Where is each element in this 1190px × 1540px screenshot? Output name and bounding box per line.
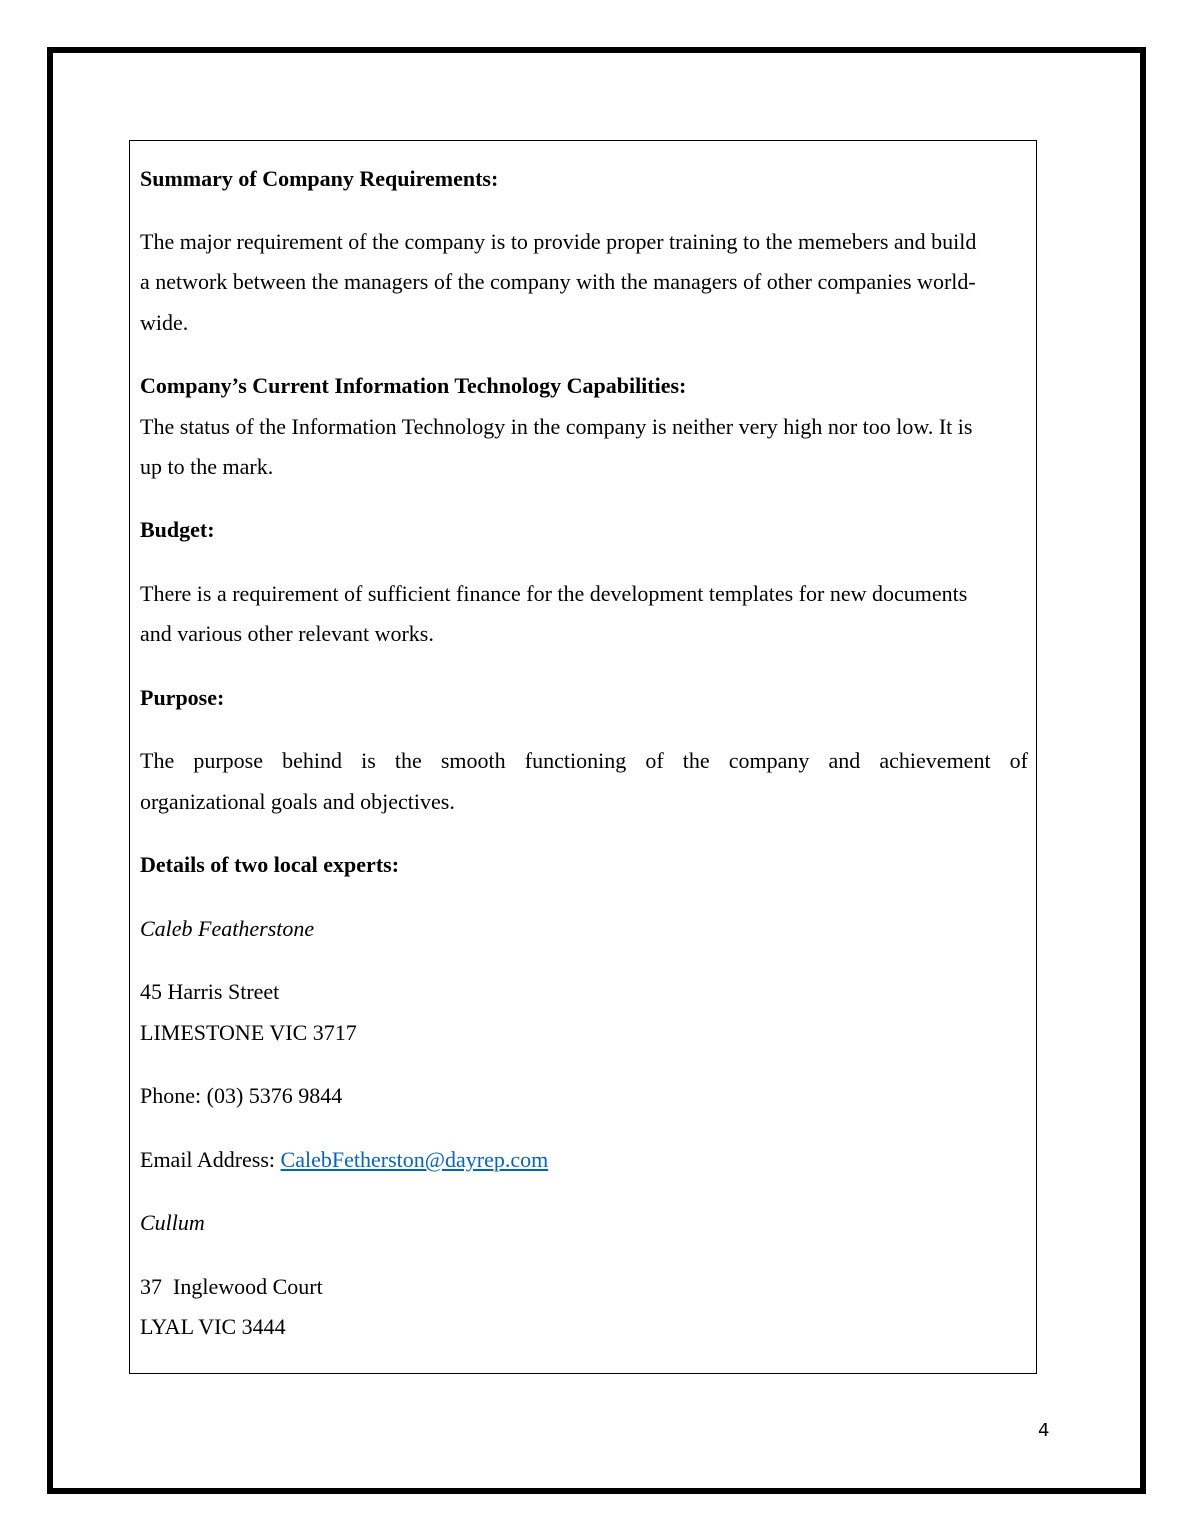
expert2-address-line-2: LYAL VIC 3444 [140, 1314, 286, 1339]
expert1-email-label: Email Address: [140, 1147, 281, 1172]
budget-line-1: There is a requirement of sufficient finance for the development templates for new documents [140, 581, 968, 606]
expert2-address-line-1: 37 Inglewood Court [140, 1274, 323, 1299]
purpose-line-2: organizational goals and objectives. [140, 789, 455, 814]
budget-line-2: and various other relevant works. [140, 621, 434, 646]
it-capabilities-line-2: up to the mark. [140, 454, 274, 479]
expert1-address-line-1: 45 Harris Street [140, 979, 280, 1004]
expert1-address-line-2: LIMESTONE VIC 3717 [140, 1020, 357, 1045]
budget-heading: Budget: [140, 517, 215, 542]
expert2-name: Cullum [140, 1210, 205, 1235]
expert1-email-row [140, 1147, 1028, 1173]
experts-heading: Details of two local experts: [140, 852, 400, 877]
summary-heading: Summary of Company Requirements: [140, 166, 499, 191]
expert1-phone: Phone: (03) 5376 9844 [140, 1083, 343, 1108]
expert1-email-link[interactable]: CalebFetherston@dayrep.com [280, 1147, 549, 1172]
summary-line-2: a network between the managers of the company with the managers of other companies world- [140, 269, 976, 294]
page-number: 4 [1038, 1420, 1050, 1441]
expert1-name: Caleb Featherstone [140, 916, 315, 941]
it-capabilities-heading: Company’s Current Information Technology Capabilities: [140, 373, 687, 398]
summary-line-3: wide. [140, 310, 189, 335]
it-capabilities-line-1: The status of the Information Technology in the company is neither very high nor too low. It is [140, 414, 973, 439]
purpose-line-1: The purpose behind is the smooth functioning of the company and achievement of [140, 748, 1028, 773]
purpose-heading: Purpose: [140, 685, 225, 710]
summary-line-1: The major requirement of the company is to provide proper training to the memebers and build [140, 229, 977, 254]
